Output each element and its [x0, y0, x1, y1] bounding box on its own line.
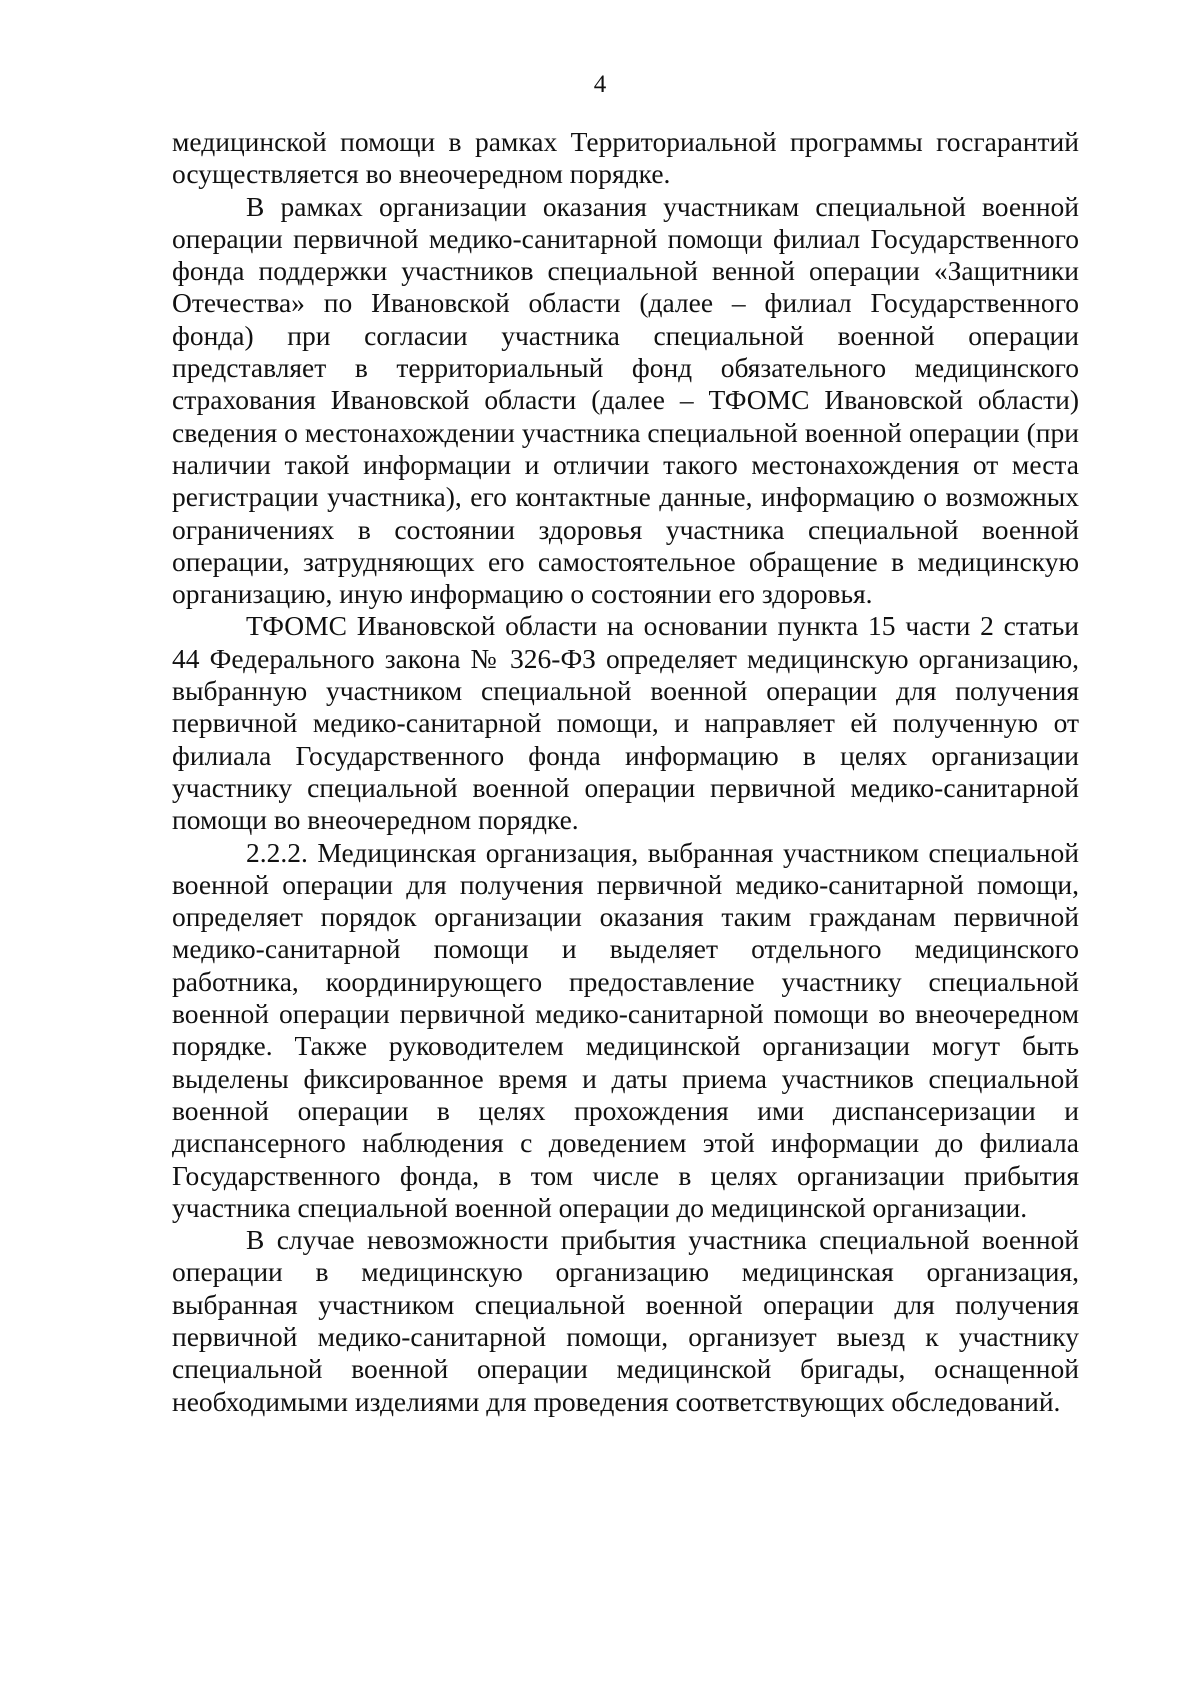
page-number: 4 [593, 71, 607, 98]
paragraph-tfoms: ТФОМС Ивановской области на основании пункта 15 части 2 статьи 44 Федерального закона № 326-ФЗ определяет медицинскую организацию, выбранную участником специальной военной операции для получения первичной медико-санитарной помощи, и направляет ей полученную от филиала Государственного фонда информацию в целях организации участнику специальной военной операции первичной медико-санитарной помощи во внеочередном порядке. [172, 610, 1079, 836]
paragraph-2-2-2: 2.2.2. Медицинская организация, выбранная участником специальной военной операции для получения первичной медико-санитарной помощи, определяет порядок организации оказания таким гражданам первичной медико-санитарной помощи и выделяет отдельного медицинского работника, координирующего предоставление участнику специальной военной операции первичной медико-санитарной помощи во внеочередном порядке. Также руководителем медицинской организации могут быть выделены фиксированное время и даты приема участников специальной военной операции в целях прохождения ими диспансеризации и диспансерного наблюдения с доведением этой информации до филиала Государственного фонда, в том числе в целях организации прибытия участника специальной военной операции до медицинской организации. [172, 836, 1079, 1223]
paragraph-home-visit: В случае невозможности прибытия участника специальной военной операции в медицинскую организацию медицинская организация, выбранная участником специальной военной операции для получения первичной медико-санитарной помощи, организует выезд к участнику специальной военной операции медицинской бригады, оснащенной необходимыми изделиями для проведения соответствующих обследований. [172, 1224, 1079, 1417]
paragraph-continuation: медицинской помощи в рамках Территориальной программы госгарантий осуществляется во внеочередном порядке. [172, 126, 1079, 190]
paragraph-info-transfer: В рамках организации оказания участникам специальной военной операции первичной медико-санитарной помощи филиал Государственного фонда поддержки участников специальной венной операции «Защитники Отечества» по Ивановской области (далее – филиал Государственного фонда) при согласии участника специальной военной операции представляет в территориальный фонд обязательного медицинского страхования Ивановской области (далее – ТФОМС Ивановской области) сведения о местонахождении участника специальной военной операции (при наличии такой информации и отличии такого местонахождения от места регистрации участника), его контактные данные, информацию о возможных ограничениях в состоянии здоровья участника специальной военной операции, затрудняющих его самостоятельное обращение в медицинскую организацию, иную информацию о состоянии его здоровья. [172, 190, 1079, 610]
document-body [172, 126, 1079, 1418]
